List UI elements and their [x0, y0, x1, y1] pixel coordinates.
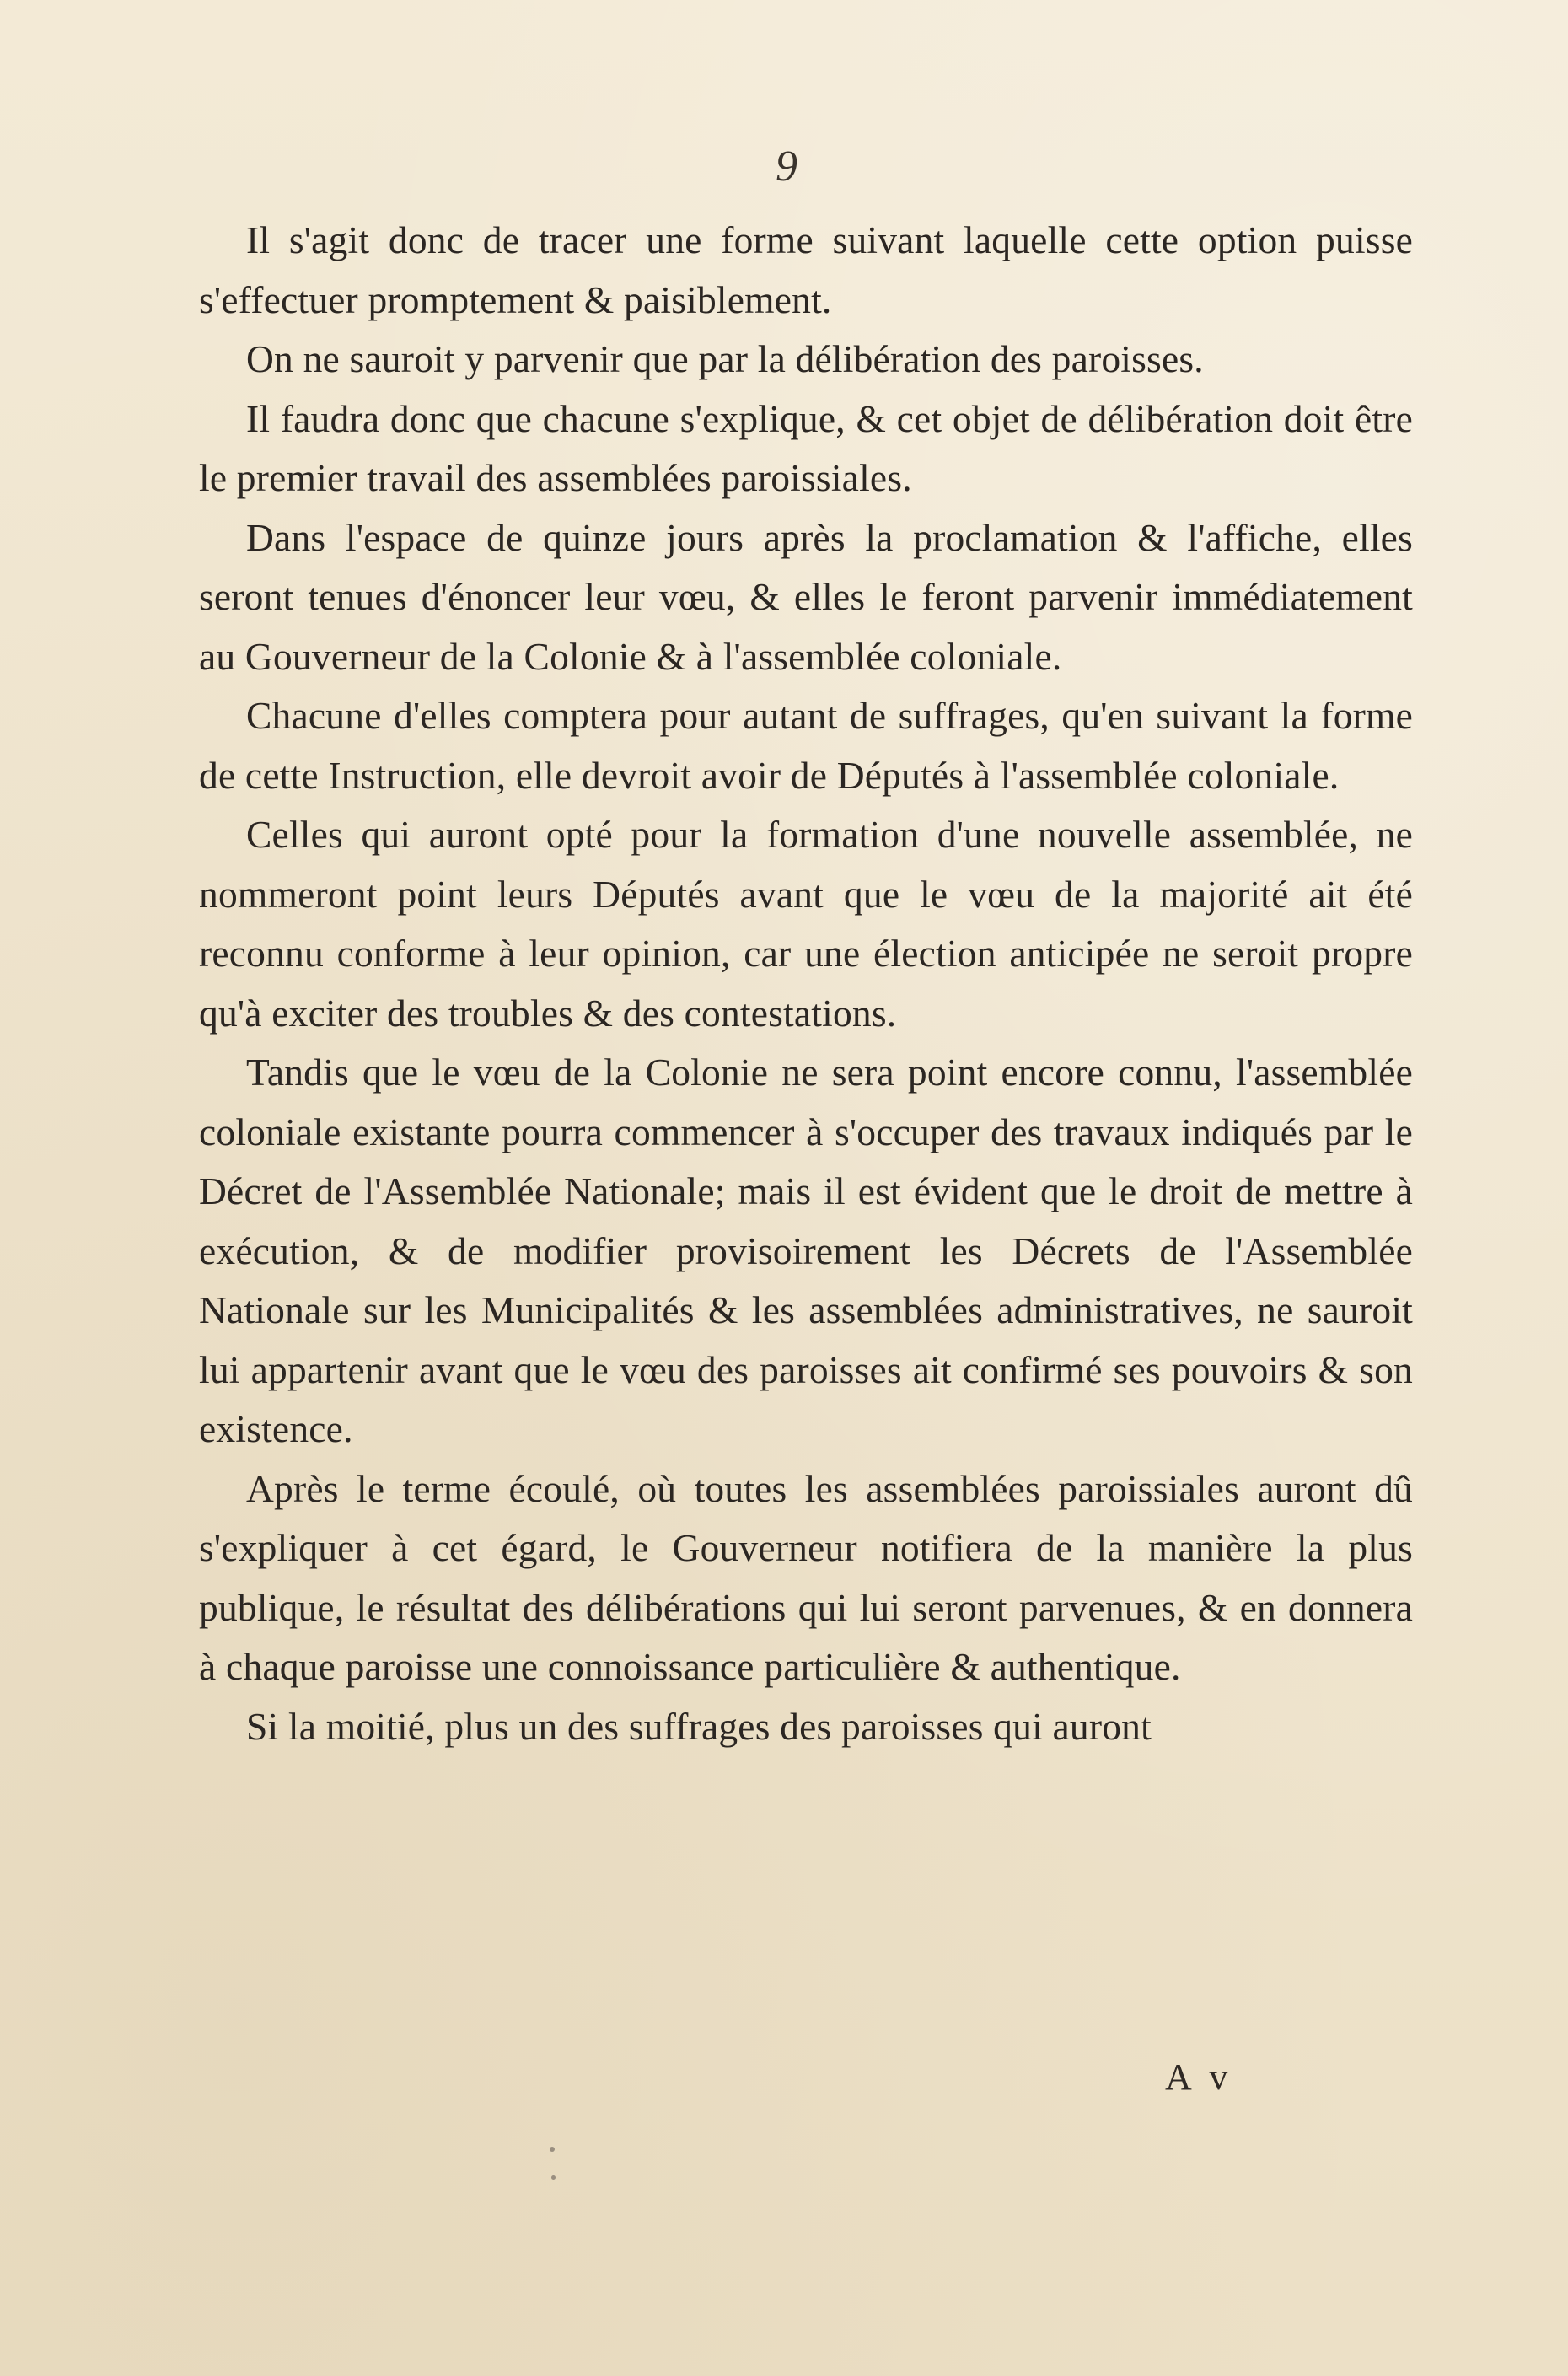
paragraph: On ne sauroit y parvenir que par la délibération des paroisses.	[246, 337, 1204, 380]
paragraph: Il faudra donc que chacune s'explique, & cet objet de délibération doit être le premier travail des assemblées paroissiales.	[199, 396, 1413, 499]
paragraph: Celles qui auront opté pour la formation d'une nouvelle assemblée, ne nommeront point leurs Députés avant que le vœu de la majorité ait été reconnu conforme à leur opinion, car une élection anticipée ne seroit propre qu'à exciter des troubles & des contestations.	[199, 813, 1413, 1035]
paper-speck	[551, 2175, 556, 2180]
paragraph: Après le terme écoulé, où toutes les assemblées paroissiales auront dû s'expliquer à cet égard, le Gouverneur notifiera de la manière la plus publique, le résultat des délibérations qui lui seront parvenues, & en donnera à chaque paroisse une connoissance particulière & authentique.	[199, 1466, 1413, 1688]
page-number: 9	[776, 142, 797, 191]
body-text	[199, 211, 1413, 1756]
paragraph: Tandis que le vœu de la Colonie ne sera point encore connu, l'assemblée coloniale existante pourra commencer à s'occuper des travaux indiqués par le Décret de l'Assemblée Nationale; mais il est évident que le droit de mettre à exécution, & de modifier provisoirement les Décrets de l'Assemblée Nationale sur les Municipalités & les assemblées administratives, ne sauroit lui appartenir avant que le vœu des paroisses ait confirmé ses pouvoirs & son existence.	[199, 1051, 1413, 1450]
paragraph: Dans l'espace de quinze jours après la proclamation & l'affiche, elles seront tenues d'énoncer leur vœu, & elles le feront parvenir immédiatement au Gouverneur de la Colonie & à l'assemblée coloniale.	[199, 515, 1413, 678]
signature-mark: A v	[1165, 2056, 1233, 2098]
paper-speck	[550, 2147, 555, 2152]
paragraph: Il s'agit donc de tracer une forme suivant laquelle cette option puisse s'effectuer promptement & paisiblement.	[199, 218, 1413, 321]
paragraph: Chacune d'elles comptera pour autant de suffrages, qu'en suivant la forme de cette Instruction, elle devroit avoir de Députés à l'assemblée coloniale.	[199, 694, 1413, 797]
paragraph: Si la moitié, plus un des suffrages des paroisses qui auront	[246, 1704, 1152, 1748]
